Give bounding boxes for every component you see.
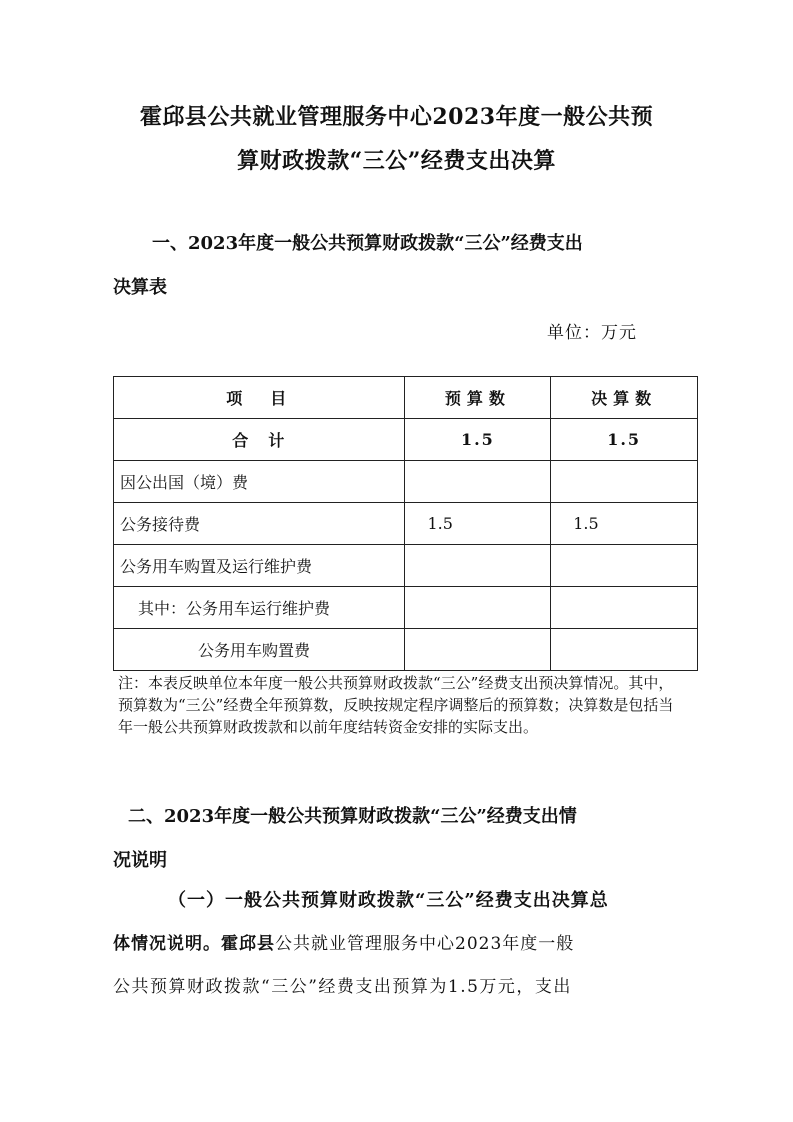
- row-item: 公务用车购置费: [114, 629, 405, 671]
- row-budget: [405, 587, 551, 629]
- paragraph-text: 公共就业管理服务中心2023年度一般: [275, 934, 575, 954]
- section2-heading: 二、2023年度一般公共预算财政拨款“三公”经费支出情: [128, 806, 577, 827]
- row-item: 其中：公务用车运行维护费: [114, 587, 405, 629]
- header-budget: 预算数: [405, 377, 551, 419]
- header-actual: 决算数: [551, 377, 698, 419]
- subsection1-heading: （一）一般公共预算财政拨款“三公”经费支出决算总: [168, 890, 609, 911]
- row-budget: [405, 461, 551, 503]
- row-item: 合 计: [114, 419, 405, 461]
- section1-heading-cont: 决算表: [113, 277, 167, 298]
- table-note: 注：本表反映单位本年度一般公共预算财政拨款“三公”经费支出预决算情况。其中，预算数为“三公”经费全年预算数，反映按规定程序调整后的预算数；决算数是包括当年一般公共预算财政拨款和以前年度结转资金安排的实际支出。: [118, 674, 674, 736]
- table-row: [114, 461, 698, 503]
- table-row: [114, 503, 698, 545]
- row-actual: 1.5: [551, 503, 698, 545]
- subsection1-paragraph-line2: [113, 929, 574, 954]
- row-actual: [551, 461, 698, 503]
- row-actual: [551, 545, 698, 587]
- row-item: 因公出国（境）费: [114, 461, 405, 503]
- subsection1-heading-cont: 体情况说明。霍邱县: [113, 934, 275, 954]
- row-actual: [551, 629, 698, 671]
- table-row: [114, 629, 698, 671]
- table-header-row: [114, 377, 698, 419]
- table-row: [114, 587, 698, 629]
- unit-label: 单位：万元: [547, 323, 637, 343]
- budget-table: [113, 376, 698, 671]
- row-item: 公务接待费: [114, 503, 405, 545]
- header-item: 项 目: [114, 377, 405, 419]
- subsection1-paragraph-line3: 公共预算财政拨款“三公”经费支出预算为1.5万元，支出: [113, 977, 572, 997]
- table-row: [114, 545, 698, 587]
- row-actual: 1.5: [551, 419, 698, 461]
- row-budget: [405, 629, 551, 671]
- row-budget: [405, 545, 551, 587]
- row-budget: 1.5: [405, 419, 551, 461]
- document-title-line2: 算财政拨款“三公”经费支出决算: [237, 148, 556, 174]
- row-budget: 1.5: [405, 503, 551, 545]
- section1-heading: 一、2023年度一般公共预算财政拨款“三公”经费支出: [152, 233, 583, 254]
- row-actual: [551, 587, 698, 629]
- row-item: 公务用车购置及运行维护费: [114, 545, 405, 587]
- document-title-line1: 霍邱县公共就业管理服务中心2023年度一般公共预: [139, 104, 654, 130]
- table-row: [114, 419, 698, 461]
- section2-heading-cont: 况说明: [113, 850, 167, 871]
